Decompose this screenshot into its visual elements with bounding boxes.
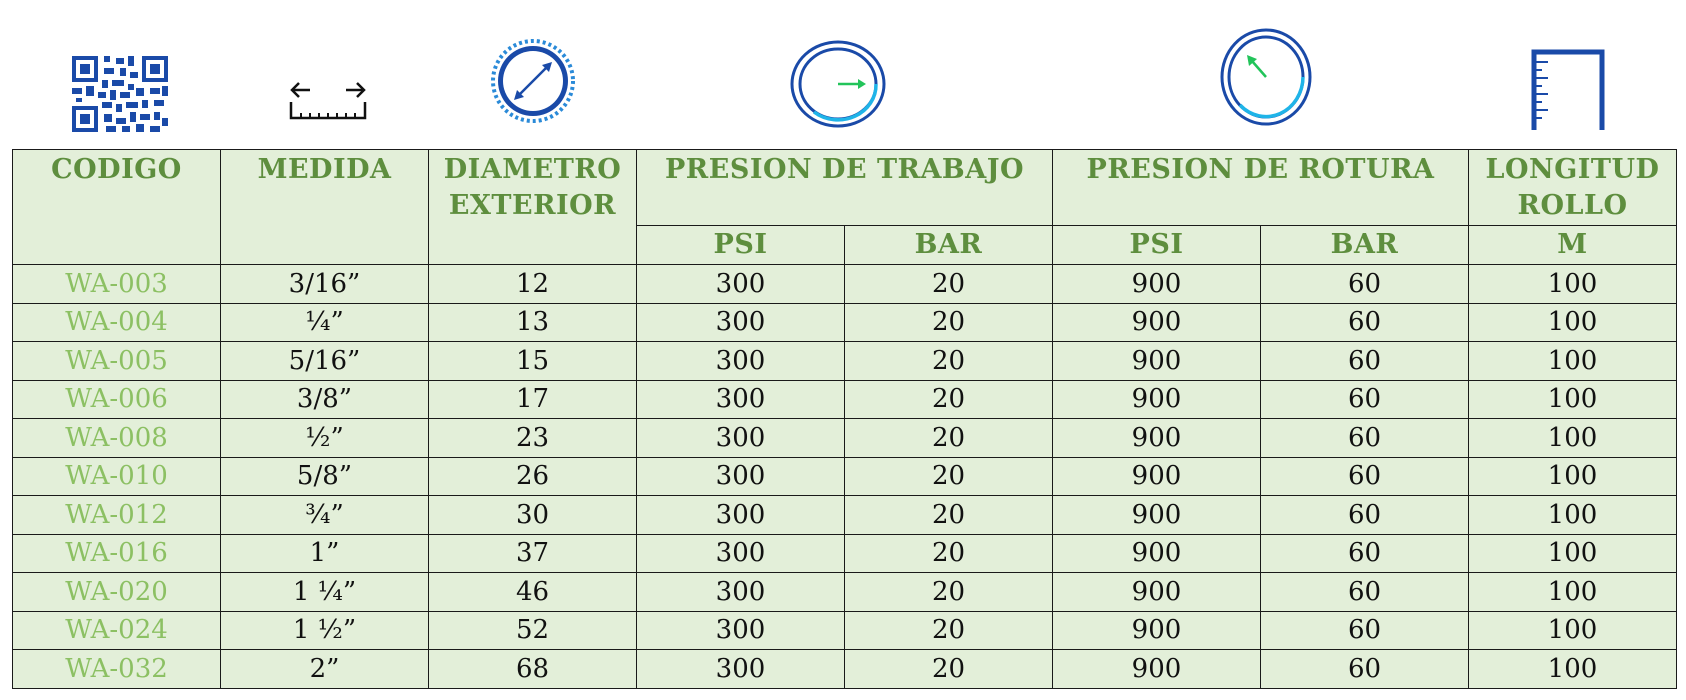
cell-rotura-psi: 900 bbox=[1053, 303, 1261, 342]
cell-rotura-bar: 60 bbox=[1261, 457, 1469, 496]
cell-rotura-bar: 60 bbox=[1261, 650, 1469, 689]
cell-trabajo-psi: 300 bbox=[637, 534, 845, 573]
cell-trabajo-bar: 20 bbox=[845, 419, 1053, 458]
cell-trabajo-bar: 20 bbox=[845, 611, 1053, 650]
cell-diametro: 23 bbox=[429, 419, 637, 458]
header-presion-rotura: PRESION DE ROTURA bbox=[1053, 150, 1469, 226]
cell-medida: 1 ¼” bbox=[221, 573, 429, 612]
subheader-longitud-unit: M bbox=[1469, 226, 1677, 265]
cell-rotura-psi: 900 bbox=[1053, 534, 1261, 573]
table-row bbox=[13, 303, 1677, 342]
cell-longitud: 100 bbox=[1469, 611, 1677, 650]
outer-diameter-icon bbox=[490, 38, 576, 124]
cell-medida: 3/16” bbox=[221, 265, 429, 304]
cell-trabajo-bar: 20 bbox=[845, 457, 1053, 496]
cell-longitud: 100 bbox=[1469, 534, 1677, 573]
burst-pressure-gauge-icon bbox=[1220, 27, 1312, 127]
cell-medida: ¼” bbox=[221, 303, 429, 342]
table-row bbox=[13, 650, 1677, 689]
cell-medida: 5/8” bbox=[221, 457, 429, 496]
cell-trabajo-psi: 300 bbox=[637, 611, 845, 650]
cell-longitud: 100 bbox=[1469, 342, 1677, 381]
cell-longitud: 100 bbox=[1469, 457, 1677, 496]
table-row bbox=[13, 496, 1677, 535]
cell-codigo: WA-016 bbox=[13, 534, 221, 573]
cell-longitud: 100 bbox=[1469, 496, 1677, 535]
cell-longitud: 100 bbox=[1469, 573, 1677, 612]
header-longitud-rollo: LONGITUD ROLLO bbox=[1469, 150, 1677, 226]
cell-rotura-psi: 900 bbox=[1053, 457, 1261, 496]
cell-rotura-psi: 900 bbox=[1053, 573, 1261, 612]
cell-rotura-psi: 900 bbox=[1053, 380, 1261, 419]
cell-medida: 1” bbox=[221, 534, 429, 573]
cell-rotura-psi: 900 bbox=[1053, 342, 1261, 381]
cell-codigo: WA-003 bbox=[13, 265, 221, 304]
cell-rotura-psi: 900 bbox=[1053, 265, 1261, 304]
cell-codigo: WA-004 bbox=[13, 303, 221, 342]
cell-trabajo-psi: 300 bbox=[637, 496, 845, 535]
table-body bbox=[13, 265, 1677, 689]
hose-spec-table bbox=[12, 149, 1677, 689]
table-row bbox=[13, 380, 1677, 419]
cell-codigo: WA-032 bbox=[13, 650, 221, 689]
cell-trabajo-bar: 20 bbox=[845, 534, 1053, 573]
cell-trabajo-bar: 20 bbox=[845, 650, 1053, 689]
header-medida: MEDIDA bbox=[221, 150, 429, 265]
cell-rotura-bar: 60 bbox=[1261, 611, 1469, 650]
cell-rotura-bar: 60 bbox=[1261, 342, 1469, 381]
roll-length-icon bbox=[1530, 48, 1606, 130]
cell-diametro: 52 bbox=[429, 611, 637, 650]
cell-trabajo-bar: 20 bbox=[845, 573, 1053, 612]
icon-header-row bbox=[0, 0, 1686, 150]
cell-diametro: 26 bbox=[429, 457, 637, 496]
cell-rotura-bar: 60 bbox=[1261, 419, 1469, 458]
cell-trabajo-bar: 20 bbox=[845, 380, 1053, 419]
cell-codigo: WA-020 bbox=[13, 573, 221, 612]
cell-trabajo-psi: 300 bbox=[637, 573, 845, 612]
table-row bbox=[13, 534, 1677, 573]
cell-trabajo-psi: 300 bbox=[637, 342, 845, 381]
cell-trabajo-psi: 300 bbox=[637, 265, 845, 304]
header-codigo: CODIGO bbox=[13, 150, 221, 265]
cell-trabajo-bar: 20 bbox=[845, 265, 1053, 304]
cell-rotura-psi: 900 bbox=[1053, 611, 1261, 650]
cell-medida: 1 ½” bbox=[221, 611, 429, 650]
cell-trabajo-psi: 300 bbox=[637, 650, 845, 689]
cell-rotura-psi: 900 bbox=[1053, 496, 1261, 535]
cell-rotura-psi: 900 bbox=[1053, 650, 1261, 689]
cell-trabajo-bar: 20 bbox=[845, 342, 1053, 381]
cell-rotura-bar: 60 bbox=[1261, 265, 1469, 304]
table-row bbox=[13, 342, 1677, 381]
cell-codigo: WA-006 bbox=[13, 380, 221, 419]
subheader-rotura-bar: BAR bbox=[1261, 226, 1469, 265]
cell-diametro: 15 bbox=[429, 342, 637, 381]
cell-diametro: 30 bbox=[429, 496, 637, 535]
table-row bbox=[13, 457, 1677, 496]
cell-diametro: 37 bbox=[429, 534, 637, 573]
cell-codigo: WA-008 bbox=[13, 419, 221, 458]
cell-diametro: 68 bbox=[429, 650, 637, 689]
cell-longitud: 100 bbox=[1469, 650, 1677, 689]
cell-trabajo-psi: 300 bbox=[637, 457, 845, 496]
cell-trabajo-bar: 20 bbox=[845, 303, 1053, 342]
cell-medida: 5/16” bbox=[221, 342, 429, 381]
cell-codigo: WA-005 bbox=[13, 342, 221, 381]
cell-trabajo-psi: 300 bbox=[637, 419, 845, 458]
cell-diametro: 17 bbox=[429, 380, 637, 419]
cell-medida: ½” bbox=[221, 419, 429, 458]
table-row bbox=[13, 611, 1677, 650]
cell-trabajo-psi: 300 bbox=[637, 303, 845, 342]
header-diametro-exterior: DIAMETRO EXTERIOR bbox=[429, 150, 637, 265]
cell-trabajo-psi: 300 bbox=[637, 380, 845, 419]
cell-diametro: 13 bbox=[429, 303, 637, 342]
cell-longitud: 100 bbox=[1469, 380, 1677, 419]
header-presion-trabajo: PRESION DE TRABAJO bbox=[637, 150, 1053, 226]
cell-medida: ¾” bbox=[221, 496, 429, 535]
cell-medida: 2” bbox=[221, 650, 429, 689]
cell-longitud: 100 bbox=[1469, 303, 1677, 342]
cell-trabajo-bar: 20 bbox=[845, 496, 1053, 535]
cell-codigo: WA-024 bbox=[13, 611, 221, 650]
cell-codigo: WA-010 bbox=[13, 457, 221, 496]
cell-rotura-psi: 900 bbox=[1053, 419, 1261, 458]
cell-rotura-bar: 60 bbox=[1261, 573, 1469, 612]
cell-rotura-bar: 60 bbox=[1261, 380, 1469, 419]
subheader-rotura-psi: PSI bbox=[1053, 226, 1261, 265]
cell-rotura-bar: 60 bbox=[1261, 496, 1469, 535]
cell-rotura-bar: 60 bbox=[1261, 534, 1469, 573]
cell-codigo: WA-012 bbox=[13, 496, 221, 535]
table-row bbox=[13, 573, 1677, 612]
cell-rotura-bar: 60 bbox=[1261, 303, 1469, 342]
cell-diametro: 12 bbox=[429, 265, 637, 304]
cell-medida: 3/8” bbox=[221, 380, 429, 419]
subheader-trabajo-psi: PSI bbox=[637, 226, 845, 265]
cell-diametro: 46 bbox=[429, 573, 637, 612]
cell-longitud: 100 bbox=[1469, 419, 1677, 458]
subheader-trabajo-bar: BAR bbox=[845, 226, 1053, 265]
qr-code-icon bbox=[72, 56, 168, 132]
working-pressure-gauge-icon bbox=[790, 40, 886, 128]
table-row bbox=[13, 265, 1677, 304]
table-row bbox=[13, 419, 1677, 458]
ruler-measure-icon bbox=[288, 80, 368, 122]
cell-longitud: 100 bbox=[1469, 265, 1677, 304]
